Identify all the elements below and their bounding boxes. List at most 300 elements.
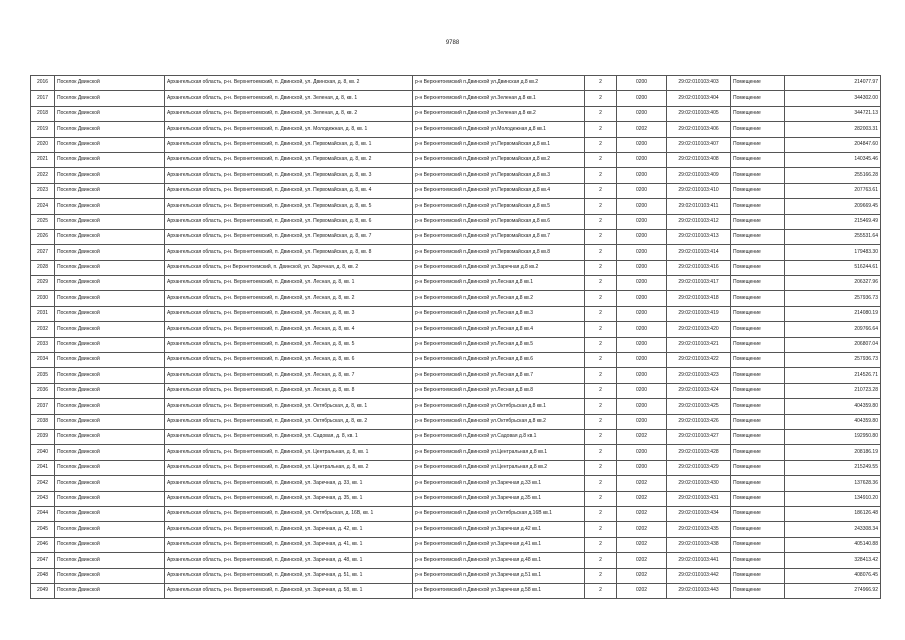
type-code-cell: 0200 [617, 229, 667, 244]
object-type-cell: Помещение [731, 368, 785, 383]
full-address-cell: Архангельская область, р-н. Верхнетоемский, п. Двинской, ул. Заречная, д. 42, кв. 1 [165, 522, 413, 537]
category-code-cell: 2 [585, 353, 617, 368]
row-number-cell: 2031 [31, 306, 55, 321]
settlement-cell: Поселок Двинской [55, 183, 165, 198]
row-number-cell: 2016 [31, 76, 55, 91]
object-type-cell: Помещение [731, 183, 785, 198]
settlement-cell: Поселок Двинской [55, 337, 165, 352]
table-row [31, 245, 881, 260]
settlement-cell: Поселок Двинской [55, 137, 165, 152]
table-row [31, 383, 881, 398]
category-code-cell: 2 [585, 337, 617, 352]
row-number-cell: 2022 [31, 168, 55, 183]
row-number-cell: 2044 [31, 506, 55, 521]
table-row [31, 568, 881, 583]
row-number-cell: 2026 [31, 229, 55, 244]
table-row [31, 353, 881, 368]
cadastral-value-cell: 214077.97 [785, 76, 881, 91]
table-row [31, 91, 881, 106]
short-address-cell: р-н Верхнетоемский п.Двинской ул.Октябрьская д.8 кв.2 [413, 414, 585, 429]
type-code-cell: 0200 [617, 383, 667, 398]
full-address-cell: Архангельская область, р-н. Верхнетоемский, п. Двинской, ул. Заречная, д. 33, кв. 1 [165, 476, 413, 491]
full-address-cell: Архангельская область, р-н. Верхнетоемский, п. Двинской, ул. Заречная, д. 41, кв. 1 [165, 537, 413, 552]
full-address-cell: Архангельская область, р-н. Верхнетоемский, п. Двинской, ул. Заречная, д. 35, кв. 1 [165, 491, 413, 506]
full-address-cell: Архангельская область, р-н. Верхнетоемский, п. Двинской, ул. Первомайская, д. 8, кв. 3 [165, 168, 413, 183]
cadastral-value-cell: 186126.48 [785, 506, 881, 521]
settlement-cell: Поселок Двинской [55, 229, 165, 244]
full-address-cell: Архангельская область, р-н. Верхнетоемский, п. Двинской, ул. Лесная, д. 8, кв. 6 [165, 353, 413, 368]
row-number-cell: 2025 [31, 214, 55, 229]
short-address-cell: р-н Верхнетоемский п.Двинской ул.Первомайская д.8 кв.7 [413, 229, 585, 244]
category-code-cell: 2 [585, 183, 617, 198]
full-address-cell: Архангельская область, р-н. Верхнетоемский, п. Двинской, ул. Лесная, д. 8, кв. 4 [165, 322, 413, 337]
settlement-cell: Поселок Двинской [55, 152, 165, 167]
cadastral-number-cell: 29:02:010103:420 [667, 322, 731, 337]
cadastral-number-cell: 29:02:010103:416 [667, 260, 731, 275]
category-code-cell: 2 [585, 76, 617, 91]
category-code-cell: 2 [585, 414, 617, 429]
category-code-cell: 2 [585, 537, 617, 552]
table-row [31, 291, 881, 306]
type-code-cell: 0200 [617, 183, 667, 198]
full-address-cell: Архангельская область, р-н. Верхнетоемский, п. Двинской, ул. Первомайская, д. 8, кв. 6 [165, 214, 413, 229]
full-address-cell: Архангельская область, р-н. Верхнетоемский, п. Двинской, ул. Центральная, д. 8, кв. 2 [165, 460, 413, 475]
full-address-cell: Архангельская область, р-н. Верхнетоемский, п. Двинской, ул. Лесная, д. 8, кв. 5 [165, 337, 413, 352]
short-address-cell: р-н Верхнетоемский п.Двинской ул.Первомайская д.8 кв.3 [413, 168, 585, 183]
object-type-cell: Помещение [731, 76, 785, 91]
object-type-cell: Помещение [731, 429, 785, 444]
short-address-cell: р-н Верхнетоемский п.Двинской ул.Заречная д.42 кв.1 [413, 522, 585, 537]
row-number-cell: 2028 [31, 260, 55, 275]
full-address-cell: Архангельская область, р-н. Верхнетоемский, п. Двинской, ул. Двинская, д. 8, кв. 2 [165, 76, 413, 91]
type-code-cell: 0200 [617, 368, 667, 383]
row-number-cell: 2021 [31, 152, 55, 167]
type-code-cell: 0200 [617, 199, 667, 214]
cadastral-value-cell: 206807.04 [785, 337, 881, 352]
type-code-cell: 0202 [617, 568, 667, 583]
type-code-cell: 0202 [617, 122, 667, 137]
object-type-cell: Помещение [731, 199, 785, 214]
cadastral-value-cell: 214526.71 [785, 368, 881, 383]
object-type-cell: Помещение [731, 568, 785, 583]
short-address-cell: р-н Верхнетоемский п.Двинской ул.Зеленая д.8 кв.1 [413, 91, 585, 106]
type-code-cell: 0200 [617, 137, 667, 152]
table-row [31, 368, 881, 383]
short-address-cell: р-н Верхнетоемский п.Двинской ул.Лесная д.8 кв.1 [413, 276, 585, 291]
short-address-cell: р-н Верхнетоемский п.Двинской ул.Заречная д.35 кв.1 [413, 491, 585, 506]
row-number-cell: 2037 [31, 399, 55, 414]
full-address-cell: Архангельская область, р-н. Верхнетоемский, п. Двинской, ул. Первомайская, д. 8, кв. 1 [165, 137, 413, 152]
category-code-cell: 2 [585, 91, 617, 106]
table-row [31, 306, 881, 321]
cadastral-number-cell: 29:02:010103:412 [667, 214, 731, 229]
table-row [31, 491, 881, 506]
row-number-cell: 2040 [31, 445, 55, 460]
row-number-cell: 2038 [31, 414, 55, 429]
settlement-cell: Поселок Двинской [55, 414, 165, 429]
type-code-cell: 0200 [617, 260, 667, 275]
object-type-cell: Помещение [731, 322, 785, 337]
object-type-cell: Помещение [731, 414, 785, 429]
type-code-cell: 0200 [617, 353, 667, 368]
settlement-cell: Поселок Двинской [55, 76, 165, 91]
row-number-cell: 2019 [31, 122, 55, 137]
cadastral-number-cell: 29:02:010103:428 [667, 445, 731, 460]
short-address-cell: р-н Верхнетоемский п.Двинской ул.Молодежная д.8 кв.1 [413, 122, 585, 137]
row-number-cell: 2035 [31, 368, 55, 383]
object-type-cell: Помещение [731, 91, 785, 106]
object-type-cell: Помещение [731, 122, 785, 137]
full-address-cell: Архангельская область, р-н. Верхнетоемский, п. Двинской, ул. Лесная, д. 8, кв. 7 [165, 368, 413, 383]
cadastral-number-cell: 29:02:010103:414 [667, 245, 731, 260]
row-number-cell: 2029 [31, 276, 55, 291]
type-code-cell: 0200 [617, 460, 667, 475]
row-number-cell: 2017 [31, 91, 55, 106]
cadastral-number-cell: 29:02:010103:410 [667, 183, 731, 198]
settlement-cell: Поселок Двинской [55, 168, 165, 183]
type-code-cell: 0200 [617, 91, 667, 106]
object-type-cell: Помещение [731, 260, 785, 275]
type-code-cell: 0200 [617, 291, 667, 306]
cadastral-value-cell: 215469.49 [785, 214, 881, 229]
full-address-cell: Архангельская область, р-н. Верхнетоемский, п. Двинской, ул. Садовая, д. 8, кв. 1 [165, 429, 413, 444]
short-address-cell: р-н Верхнетоемский п.Двинской ул.Заречная д.48 кв.1 [413, 553, 585, 568]
cadastral-value-cell: 209766.64 [785, 322, 881, 337]
object-type-cell: Помещение [731, 152, 785, 167]
cadastral-value-cell: 207763.61 [785, 183, 881, 198]
category-code-cell: 2 [585, 229, 617, 244]
short-address-cell: р-н Верхнетоемский п.Двинской ул.Лесная д.8 кв.4 [413, 322, 585, 337]
settlement-cell: Поселок Двинской [55, 522, 165, 537]
cadastral-number-cell: 29:02:010103:424 [667, 383, 731, 398]
type-code-cell: 0202 [617, 537, 667, 552]
table-row [31, 337, 881, 352]
category-code-cell: 2 [585, 260, 617, 275]
cadastral-number-cell: 29:02:010103:418 [667, 291, 731, 306]
object-type-cell: Помещение [731, 353, 785, 368]
table-row [31, 106, 881, 121]
full-address-cell: Архангельская область, р-н. Верхнетоемский, п. Двинской, ул. Первомайская, д. 8, кв. 4 [165, 183, 413, 198]
object-type-cell: Помещение [731, 168, 785, 183]
cadastral-value-cell: 344721.13 [785, 106, 881, 121]
cadastral-value-cell: 255166.28 [785, 168, 881, 183]
row-number-cell: 2048 [31, 568, 55, 583]
full-address-cell: Архангельская область, р-н. Верхнетоемский, п. Двинской, ул. Лесная, д. 8, кв. 1 [165, 276, 413, 291]
cadastral-value-cell: 274966.92 [785, 583, 881, 598]
table-row [31, 76, 881, 91]
type-code-cell: 0200 [617, 276, 667, 291]
table-row [31, 429, 881, 444]
short-address-cell: р-н Верхнетоемский п.Двинской ул.Первомайская д.8 кв.5 [413, 199, 585, 214]
object-type-cell: Помещение [731, 337, 785, 352]
cadastral-value-cell: 257936.73 [785, 353, 881, 368]
object-type-cell: Помещение [731, 553, 785, 568]
row-number-cell: 2030 [31, 291, 55, 306]
settlement-cell: Поселок Двинской [55, 568, 165, 583]
settlement-cell: Поселок Двинской [55, 399, 165, 414]
category-code-cell: 2 [585, 122, 617, 137]
table-row [31, 199, 881, 214]
table-row [31, 137, 881, 152]
cadastral-number-cell: 29:02:010103:411 [667, 199, 731, 214]
object-type-cell: Помещение [731, 214, 785, 229]
full-address-cell: Архангельская область, р-н. Верхнетоемский, п. Двинской, ул. Зеленая, д. 8, кв. 1 [165, 91, 413, 106]
cadastral-value-cell: 137628.36 [785, 476, 881, 491]
short-address-cell: р-н Верхнетоемский п.Двинской ул.Центральная д.8 кв.2 [413, 460, 585, 475]
full-address-cell: Архангельская область, р-н. Верхнетоемский, п. Двинской, ул. Октябрьская, д. 16В, кв. 1 [165, 506, 413, 521]
object-type-cell: Помещение [731, 229, 785, 244]
cadastral-value-cell: 209669.45 [785, 199, 881, 214]
full-address-cell: Архангельская область, р-н. Верхнетоемский, п. Двинской, ул. Центральная, д. 8, кв. 1 [165, 445, 413, 460]
cadastral-value-cell: 206327.96 [785, 276, 881, 291]
short-address-cell: р-н Верхнетоемский п.Двинской ул.Центральная д.8 кв.1 [413, 445, 585, 460]
type-code-cell: 0200 [617, 168, 667, 183]
category-code-cell: 2 [585, 429, 617, 444]
table-row [31, 460, 881, 475]
short-address-cell: р-н Верхнетоемский п.Двинской ул.Зеленая д.8 кв.2 [413, 106, 585, 121]
table-row [31, 399, 881, 414]
cadastral-value-cell: 243308.34 [785, 522, 881, 537]
cadastral-number-cell: 29:02:010103:443 [667, 583, 731, 598]
settlement-cell: Поселок Двинской [55, 322, 165, 337]
cadastral-number-cell: 29:02:010103:438 [667, 537, 731, 552]
settlement-cell: Поселок Двинской [55, 476, 165, 491]
type-code-cell: 0200 [617, 214, 667, 229]
object-type-cell: Помещение [731, 137, 785, 152]
short-address-cell: р-н Верхнетоемский п.Двинской ул.Первомайская д.8 кв.4 [413, 183, 585, 198]
type-code-cell: 0202 [617, 583, 667, 598]
settlement-cell: Поселок Двинской [55, 199, 165, 214]
object-type-cell: Помещение [731, 537, 785, 552]
row-number-cell: 2039 [31, 429, 55, 444]
table-row [31, 506, 881, 521]
cadastral-number-cell: 29:02:010103:427 [667, 429, 731, 444]
table-body [31, 76, 881, 599]
row-number-cell: 2041 [31, 460, 55, 475]
full-address-cell: Архангельская область, р-н. Верхнетоемский, п. Двинской, ул. Заречная, д. 51, кв. 1 [165, 568, 413, 583]
type-code-cell: 0200 [617, 399, 667, 414]
cadastral-number-cell: 29:02:010103:405 [667, 106, 731, 121]
cadastral-number-cell: 29:02:010103:404 [667, 91, 731, 106]
row-number-cell: 2046 [31, 537, 55, 552]
short-address-cell: р-н Верхнетоемский п.Двинской ул.Лесная д.8 кв.8 [413, 383, 585, 398]
table-row [31, 276, 881, 291]
short-address-cell: р-н Верхнетоемский п.Двинской ул.Заречная д.33 кв.1 [413, 476, 585, 491]
settlement-cell: Поселок Двинской [55, 506, 165, 521]
object-type-cell: Помещение [731, 276, 785, 291]
cadastral-number-cell: 29:02:010103:425 [667, 399, 731, 414]
cadastral-value-cell: 214080.19 [785, 306, 881, 321]
cadastral-number-cell: 29:02:010103:431 [667, 491, 731, 506]
category-code-cell: 2 [585, 168, 617, 183]
cadastral-number-cell: 29:02:010103:426 [667, 414, 731, 429]
row-number-cell: 2033 [31, 337, 55, 352]
type-code-cell: 0202 [617, 491, 667, 506]
table-row [31, 414, 881, 429]
type-code-cell: 0202 [617, 506, 667, 521]
cadastral-number-cell: 29:02:010103:434 [667, 506, 731, 521]
type-code-cell: 0200 [617, 245, 667, 260]
object-type-cell: Помещение [731, 245, 785, 260]
category-code-cell: 2 [585, 152, 617, 167]
object-type-cell: Помещение [731, 491, 785, 506]
table-row [31, 122, 881, 137]
short-address-cell: р-н Верхнетоемский п.Двинской ул.Лесная д.8 кв.3 [413, 306, 585, 321]
cadastral-number-cell: 29:02:010103:408 [667, 152, 731, 167]
cadastral-value-cell: 404359.80 [785, 399, 881, 414]
cadastral-value-cell: 516244.61 [785, 260, 881, 275]
settlement-cell: Поселок Двинской [55, 91, 165, 106]
cadastral-value-cell: 204847.60 [785, 137, 881, 152]
category-code-cell: 2 [585, 291, 617, 306]
cadastral-value-cell: 208186.19 [785, 445, 881, 460]
category-code-cell: 2 [585, 553, 617, 568]
cadastral-value-cell: 408076.45 [785, 568, 881, 583]
cadastral-value-cell: 328413.42 [785, 553, 881, 568]
cadastral-number-cell: 29:02:010103:403 [667, 76, 731, 91]
type-code-cell: 0200 [617, 106, 667, 121]
cadastral-number-cell: 29:02:010103:409 [667, 168, 731, 183]
category-code-cell: 2 [585, 506, 617, 521]
category-code-cell: 2 [585, 491, 617, 506]
table-row [31, 522, 881, 537]
cadastral-value-cell: 344302.00 [785, 91, 881, 106]
short-address-cell: р-н Верхнетоемский п.Двинской ул.Октябрьская д.8 кв.1 [413, 399, 585, 414]
settlement-cell: Поселок Двинской [55, 368, 165, 383]
cadastral-number-cell: 29:02:010103:419 [667, 306, 731, 321]
object-type-cell: Помещение [731, 106, 785, 121]
category-code-cell: 2 [585, 276, 617, 291]
settlement-cell: Поселок Двинской [55, 383, 165, 398]
short-address-cell: р-н Верхнетоемский п.Двинской ул.Заречная д.58 кв.1 [413, 583, 585, 598]
category-code-cell: 2 [585, 568, 617, 583]
category-code-cell: 2 [585, 137, 617, 152]
category-code-cell: 2 [585, 322, 617, 337]
category-code-cell: 2 [585, 306, 617, 321]
cadastral-value-cell: 282003.31 [785, 122, 881, 137]
cadastral-number-cell: 29:02:010103:435 [667, 522, 731, 537]
cadastral-value-cell: 257936.73 [785, 291, 881, 306]
category-code-cell: 2 [585, 399, 617, 414]
row-number-cell: 2032 [31, 322, 55, 337]
short-address-cell: р-н Верхнетоемский п.Двинской ул.Двинская д.8 кв.2 [413, 76, 585, 91]
full-address-cell: Архангельская область, р-н. Верхнетоемский, п. Двинской, ул. Октябрьская, д. 8, кв. 2 [165, 414, 413, 429]
row-number-cell: 2042 [31, 476, 55, 491]
category-code-cell: 2 [585, 383, 617, 398]
short-address-cell: р-н Верхнетоемский п.Двинской ул.Заречная д.41 кв.1 [413, 537, 585, 552]
table-row [31, 322, 881, 337]
short-address-cell: р-н Верхнетоемский п.Двинской ул.Заречная д.51 кв.1 [413, 568, 585, 583]
settlement-cell: Поселок Двинской [55, 491, 165, 506]
row-number-cell: 2045 [31, 522, 55, 537]
type-code-cell: 0200 [617, 337, 667, 352]
type-code-cell: 0200 [617, 152, 667, 167]
short-address-cell: р-н Верхнетоемский п.Двинской ул.Лесная д.8 кв.6 [413, 353, 585, 368]
category-code-cell: 2 [585, 106, 617, 121]
table-row [31, 537, 881, 552]
table-row [31, 553, 881, 568]
settlement-cell: Поселок Двинской [55, 537, 165, 552]
cadastral-value-cell: 192950.80 [785, 429, 881, 444]
short-address-cell: р-н Верхнетоемский п.Двинской ул.Лесная д.8 кв.2 [413, 291, 585, 306]
full-address-cell: Архангельская область, р-н. Верхнетоемский, п. Двинской, ул. Лесная, д. 8, кв. 3 [165, 306, 413, 321]
full-address-cell: Архангельская область, р-н. Верхнетоемский, п. Двинской, ул. Лесная, д. 8, кв. 2 [165, 291, 413, 306]
short-address-cell: р-н Верхнетоемский п.Двинской ул.Первомайская д.8 кв.1 [413, 137, 585, 152]
full-address-cell: Архангельская область, р-н. Верхнетоемский, п. Двинской, ул. Зеленая, д. 8, кв. 2 [165, 106, 413, 121]
full-address-cell: Архангельская область, р-н. Верхнетоемский, п. Двинской, ул. Октябрьская, д. 8, кв. 1 [165, 399, 413, 414]
type-code-cell: 0202 [617, 429, 667, 444]
settlement-cell: Поселок Двинской [55, 291, 165, 306]
table-row [31, 476, 881, 491]
object-type-cell: Помещение [731, 291, 785, 306]
short-address-cell: р-н Верхнетоемский п.Двинской ул.Лесная д.8 кв.7 [413, 368, 585, 383]
row-number-cell: 2027 [31, 245, 55, 260]
category-code-cell: 2 [585, 245, 617, 260]
full-address-cell: Архангельская область, р-н. Верхнетоемский, п. Двинской, ул. Лесная, д. 8, кв. 8 [165, 383, 413, 398]
cadastral-value-cell: 140345.46 [785, 152, 881, 167]
type-code-cell: 0200 [617, 306, 667, 321]
settlement-cell: Поселок Двинской [55, 553, 165, 568]
row-number-cell: 2049 [31, 583, 55, 598]
cadastral-number-cell: 29:02:010103:441 [667, 553, 731, 568]
row-number-cell: 2023 [31, 183, 55, 198]
object-type-cell: Помещение [731, 460, 785, 475]
full-address-cell: Архангельская область, р-н. Верхнетоемский, п. Двинской, ул. Заречная, д. 58, кв. 1 [165, 583, 413, 598]
table-row [31, 214, 881, 229]
short-address-cell: р-н Верхнетоемский п.Двинской ул.Октябрьская д.16В кв.1 [413, 506, 585, 521]
object-type-cell: Помещение [731, 583, 785, 598]
full-address-cell: Архангельская область, р-н. Верхнетоемский, п. Двинской, ул. Заречная, д. 48, кв. 1 [165, 553, 413, 568]
settlement-cell: Поселок Двинской [55, 306, 165, 321]
settlement-cell: Поселок Двинской [55, 445, 165, 460]
cadastral-value-cell: 215249.55 [785, 460, 881, 475]
cadastral-value-cell: 179483.30 [785, 245, 881, 260]
full-address-cell: Архангельская область, р-н. Верхнетоемский, п. Двинской, ул. Первомайская, д. 8, кв. 8 [165, 245, 413, 260]
category-code-cell: 2 [585, 368, 617, 383]
category-code-cell: 2 [585, 445, 617, 460]
cadastral-value-cell: 255531.64 [785, 229, 881, 244]
row-number-cell: 2024 [31, 199, 55, 214]
full-address-cell: Архангельская область, р-н. Верхнетоемский, п. Двинской, ул. Первомайская, д. 8, кв. 5 [165, 199, 413, 214]
category-code-cell: 2 [585, 476, 617, 491]
row-number-cell: 2043 [31, 491, 55, 506]
cadastral-number-cell: 29:02:010103:406 [667, 122, 731, 137]
settlement-cell: Поселок Двинской [55, 276, 165, 291]
row-number-cell: 2018 [31, 106, 55, 121]
category-code-cell: 2 [585, 460, 617, 475]
row-number-cell: 2020 [31, 137, 55, 152]
type-code-cell: 0200 [617, 445, 667, 460]
settlement-cell: Поселок Двинской [55, 214, 165, 229]
settlement-cell: Поселок Двинской [55, 122, 165, 137]
cadastral-value-cell: 134910.20 [785, 491, 881, 506]
category-code-cell: 2 [585, 583, 617, 598]
type-code-cell: 0202 [617, 522, 667, 537]
category-code-cell: 2 [585, 214, 617, 229]
full-address-cell: Архангельская область, р-н. Верхнетоемский, п. Двинской, ул. Первомайская, д. 8, кв. 7 [165, 229, 413, 244]
object-type-cell: Помещение [731, 399, 785, 414]
full-address-cell: Архангельская область, р-н. Верхнетоемский, п. Двинской, ул. Молодежная, д. 8, кв. 1 [165, 122, 413, 137]
settlement-cell: Поселок Двинской [55, 260, 165, 275]
category-code-cell: 2 [585, 199, 617, 214]
row-number-cell: 2036 [31, 383, 55, 398]
object-type-cell: Помещение [731, 383, 785, 398]
object-type-cell: Помещение [731, 476, 785, 491]
type-code-cell: 0200 [617, 414, 667, 429]
cadastral-number-cell: 29:02:010103:430 [667, 476, 731, 491]
property-register-table [30, 75, 881, 599]
page-number: 9788 [445, 40, 460, 46]
